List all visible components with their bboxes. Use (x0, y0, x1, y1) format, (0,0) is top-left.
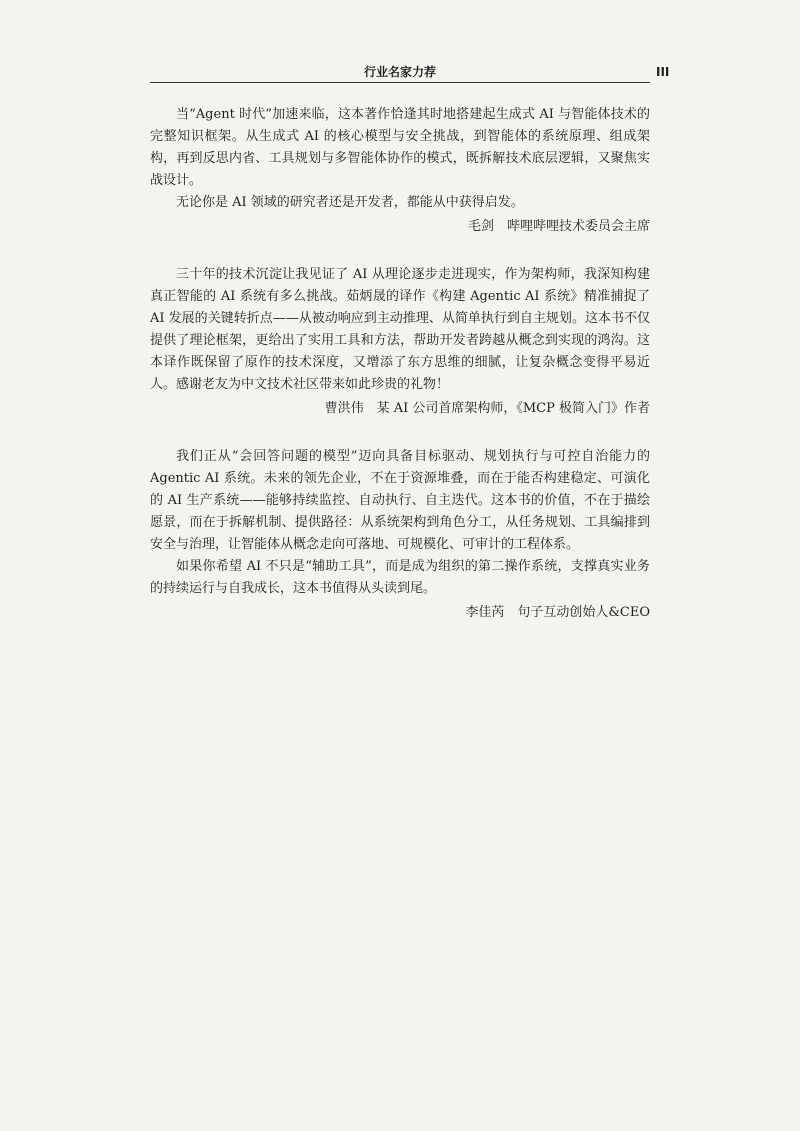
endorsement-2 (150, 264, 650, 420)
page-content (150, 104, 650, 624)
endorsement-1-paragraph-2: 无论你是 AI 领域的研究者还是开发者，都能从中获得启发。 (176, 195, 524, 210)
endorsement-1 (150, 104, 650, 238)
endorsement-2-paragraph-1: 三十年的技术沉淀让我见证了 AI 从理论逐步走进现实，作为架构师，我深知构建真正智能的 AI 系统有多么挑战。茹炳晟的译作《构建 Agentic AI 系统》精准捕捉了 AI 发展的关键转折点——从被动响应到主动推理、从简单执行到自主规划。这本书不仅提供了理论框架，更给出了实用工具和方法，帮助开发者跨越从概念到实现的鸿沟。这本译作既保留了原作的技术深度，又增添了东方思维的细腻，让复杂概念变得平易近人。感谢老友为中文技术社区带来如此珍贵的礼物！ (150, 267, 650, 392)
endorsement-3 (150, 446, 650, 624)
page-number: III (656, 65, 670, 79)
endorsement-1-signature: 毛剑 哔哩哔哩技术委员会主席 (467, 219, 650, 234)
endorsement-3-signature: 李佳芮 句子互动创始人&CEO (465, 605, 650, 620)
endorsement-3-paragraph-1: 我们正从“会回答问题的模型”迈向具备目标驱动、规划执行与可控自治能力的 Agentic AI 系统。未来的领先企业，不在于资源堆叠，而在于能否构建稳定、可演化的 AI 生产系统——能够持续监控、自动执行、自主迭代。这本书的价值，不在于描绘愿景，而在于拆解机制、提供路径：从系统架构到角色分工，从任务规划、工具编排到安全与治理，让智能体从概念走向可落地、可规模化、可审计的工程体系。 (150, 449, 650, 552)
endorsement-2-signature: 曹洪伟 某 AI 公司首席架构师，《MCP 极简入门》作者 (324, 401, 650, 416)
endorsement-3-paragraph-2: 如果你希望 AI 不只是“辅助工具”，而是成为组织的第二操作系统，支撑真实业务的持续运行与自我成长，这本书值得从头读到尾。 (150, 559, 650, 596)
header-divider (150, 82, 650, 83)
endorsement-1-paragraph-1: 当“Agent 时代”加速来临，这本著作恰逢其时地搭建起生成式 AI 与智能体技术的完整知识框架。从生成式 AI 的核心模型与安全挑战，到智能体的系统原理、组成架构，再到反思内省、工具规划与多智能体协作的模式，既拆解技术底层逻辑，又聚焦实战设计。 (150, 107, 650, 188)
running-header-title: 行业名家力荐 (363, 65, 436, 79)
